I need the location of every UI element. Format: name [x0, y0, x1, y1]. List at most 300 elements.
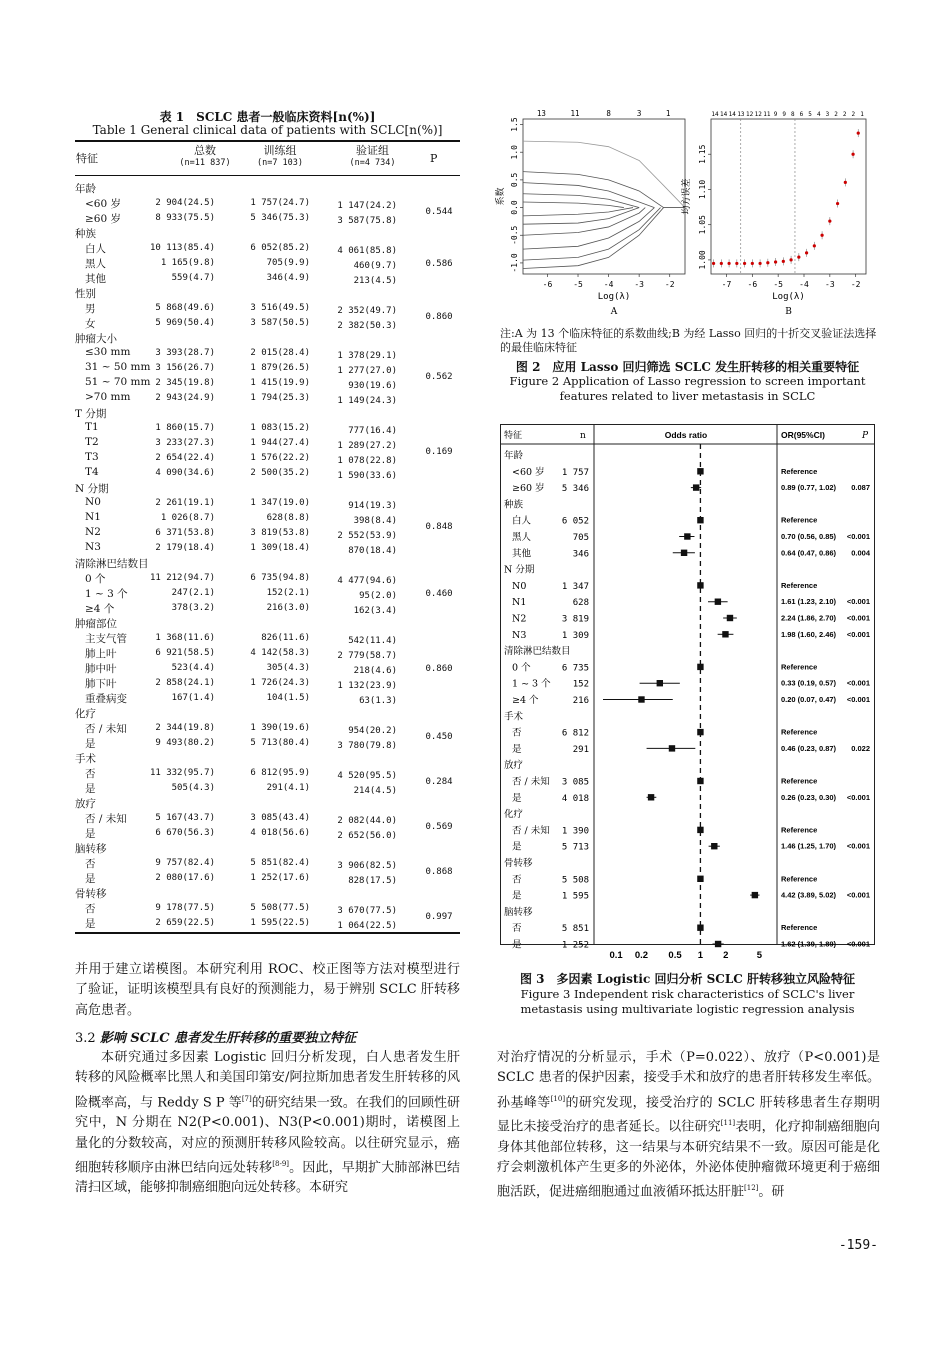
mse-point [828, 220, 831, 223]
table1-cell-valid: 1 277(27.0) [337, 366, 397, 376]
table1-cell-valid: 1 078(22.8) [337, 456, 397, 466]
forest-row-label: N3 [512, 629, 527, 641]
top-tick-label: 13 [737, 111, 745, 118]
forest-p-value: <0.001 [846, 629, 870, 639]
forest-point [697, 468, 703, 474]
forest-or-ci-text: 1.62 (1.39, 1.89) [781, 939, 837, 949]
top-tick-label: 12 [754, 111, 762, 118]
forest-point [697, 925, 703, 931]
table1-cell-train: 1 347(19.0) [250, 498, 310, 508]
forest-header-n: n [580, 431, 586, 441]
table1-p-value: 0.460 [425, 589, 453, 599]
table1-cell-valid: 542(11.4) [348, 636, 397, 646]
y-tick-label: 1.5 [510, 117, 519, 132]
forest-or-ci-text: 0.33 (0.19, 0.57) [781, 678, 837, 688]
table1-cell-train: 104(1.5) [266, 693, 310, 703]
top-tick-label: 2 [842, 111, 847, 118]
citation-8-9[interactable]: [8-9] [272, 1159, 290, 1168]
table1-header-total [170, 144, 240, 170]
table1-group-row [75, 181, 460, 196]
top-tick-label: 6 [799, 111, 804, 118]
table1-cell-valid: 1 590(33.6) [337, 471, 397, 481]
table1-row-label: 男 [85, 303, 96, 315]
table1-cell-total: 2 345(19.8) [155, 378, 215, 388]
top-tick-label: 8 [791, 111, 795, 118]
forest-row-n: 3 085 [561, 777, 589, 788]
y-tick-label: 1.10 [698, 179, 707, 200]
forest-x-tick-label: 0.5 [668, 950, 682, 961]
forest-p-value: <0.001 [846, 532, 870, 541]
table1-row-label: ≥4 个 [85, 603, 115, 615]
table1-cell-valid: 218(4.6) [353, 666, 397, 676]
forest-point [715, 599, 721, 605]
forest-p-value: <0.001 [846, 841, 870, 851]
forest-point [638, 696, 644, 702]
table1-p-value: 0.586 [425, 259, 453, 269]
forest-p-value: <0.001 [846, 695, 870, 704]
forest-point [648, 794, 654, 800]
x-tick-label: -2 [850, 280, 861, 289]
citation-11[interactable]: [11] [720, 1119, 736, 1128]
mse-point [851, 153, 854, 156]
table1-row-label: 肺下叶 [85, 678, 117, 690]
table1-cell-train: 3 085(43.4) [250, 813, 310, 823]
coefficient-path [523, 141, 685, 207]
table1-cell-valid: 1 378(29.1) [337, 351, 397, 361]
table1-cell-total: 9 493(80.2) [155, 738, 215, 748]
x-tick-label: -7 [721, 280, 732, 289]
y-tick-label: 1.05 [698, 215, 707, 235]
table1-cell-train: 1 595(22.5) [250, 918, 310, 928]
table1-cell-total: 9 178(77.5) [155, 903, 215, 913]
table1-cell-valid: 2 382(50.3) [337, 321, 397, 331]
table1-cell-train: 1 794(25.3) [250, 393, 310, 403]
table1-row-label: 是 [85, 873, 96, 885]
table1-cell-total: 5 969(50.4) [155, 318, 215, 328]
table1-cell-total: 4 090(34.6) [155, 468, 215, 478]
table1-row [75, 316, 460, 331]
forest-row-label: 是 [512, 890, 522, 902]
table1-cell-valid: 2 082(44.0) [337, 816, 397, 826]
forest-or-ci-text: 2.24 (1.86, 2.70) [781, 613, 837, 623]
table1-row [75, 241, 460, 256]
forest-group-label: 手术 [504, 711, 524, 723]
table1-row [75, 391, 460, 406]
table1-cell-total: 1 165(9.8) [160, 258, 215, 268]
table1-p-value: 0.569 [425, 821, 453, 832]
forest-row-n: 705 [572, 533, 589, 543]
table1-cell-train: 4 142(58.3) [250, 648, 310, 658]
table1-row-label: 肺上叶 [85, 648, 117, 660]
forest-or-ci-text: Reference [781, 580, 818, 590]
table1-cell-total: 11 212(94.7) [149, 573, 215, 583]
table1-row [75, 676, 460, 691]
table1-row-label: 是 [85, 783, 96, 795]
table1-row-label: 性别 [75, 288, 96, 300]
table1-p-value: 0.562 [425, 371, 453, 382]
forest-point [693, 484, 699, 490]
y-tick-label: 1.0 [510, 144, 519, 160]
table1-row-label: 否 / 未知 [85, 723, 127, 735]
forest-or-ci-text: Reference [781, 923, 818, 933]
table1-cell-valid: 870(18.4) [348, 546, 397, 556]
table1-row-label: 种族 [75, 228, 96, 240]
table1-cell-train: 3 516(49.5) [250, 303, 310, 313]
figure2-plots [495, 105, 880, 325]
table1-row [75, 466, 460, 481]
figure3-caption-cn: 图 3 多因素 Logistic 回归分析 SCLC 肝转移独立风险特征 [520, 972, 855, 986]
coefficient-path [523, 202, 624, 208]
forest-p-value: <0.001 [846, 890, 870, 900]
table1-row-label: 重叠病变 [85, 693, 127, 705]
mse-point [797, 255, 800, 258]
x-tick-label: -2 [664, 280, 675, 289]
x-axis-label: Log(λ) [772, 292, 805, 302]
table1-row-label: 其他 [85, 273, 106, 285]
forest-row-n: 1 390 [561, 826, 589, 837]
forest-group-label: 年龄 [504, 450, 524, 462]
forest-or-ci-text: 0.70 (0.56, 0.85) [781, 532, 837, 541]
figure2-caption-cn: 图 2 应用 Lasso 回归筛选 SCLC 发生肝转移的相关重要特征 [515, 360, 860, 374]
forest-p-value: <0.001 [846, 613, 870, 623]
table1-row-label: 是 [85, 918, 96, 930]
x-tick-label: -3 [634, 280, 644, 289]
mse-point [743, 262, 746, 265]
table1-cell-train: 6 735(94.8) [250, 573, 310, 583]
citation-12[interactable]: [12] [744, 1184, 759, 1193]
table1-row-label: N3 [85, 541, 101, 553]
forest-or-ci-text: 4.42 (3.89, 5.02) [781, 890, 837, 900]
forest-x-tick-label: 5 [756, 950, 763, 961]
table1-cell-train: 1 252(17.6) [250, 873, 310, 883]
mse-point [758, 262, 761, 265]
table1-cell-total: 1 026(8.7) [160, 513, 215, 523]
forest-group-label: 种族 [504, 499, 524, 511]
mse-point [774, 260, 777, 263]
table1-cell-total: 5 868(49.6) [155, 303, 215, 313]
forest-point [697, 729, 703, 735]
table1-row-label: 31 ~ 50 mm [85, 361, 151, 373]
top-tick-label: 5 [808, 111, 812, 118]
table1-p-value: 0.450 [425, 731, 453, 742]
section-number: 3.2 [75, 1031, 96, 1046]
table1-row-label: T4 [85, 466, 99, 478]
y-tick-label: -0.5 [510, 225, 519, 245]
mse-point [720, 262, 723, 265]
table1-row-label: 51 ~ 70 mm [85, 376, 151, 388]
table1-row [75, 871, 460, 886]
forest-row-label: N1 [512, 597, 527, 609]
table1-cell-train: 5 713(80.4) [250, 738, 310, 748]
right-paragraph-b: 的研究发现，接受治疗的 SCLC 肝转移患者生存期明显比未接受治疗的患者延长。以往研究 [497, 1094, 880, 1135]
figure2-note: 注:A 为 13 个临床特征的系数曲线;B 为经 Lasso 回归的十折交叉验证法选择的最佳临床特征 [500, 327, 877, 354]
table1-row [75, 766, 460, 781]
table1-row-label: >70 mm [85, 391, 131, 403]
table1-row [75, 631, 460, 646]
table1-cell-total: 2 261(19.1) [155, 498, 215, 508]
table1-cell-total: 6 670(56.3) [155, 828, 215, 838]
table1-row-label: 脑转移 [75, 843, 107, 855]
table1-cell-train: 2 015(28.4) [250, 348, 310, 358]
forest-row-n: 1 252 [561, 940, 589, 951]
forest-point [697, 827, 703, 833]
forest-row-n: 628 [572, 598, 589, 609]
table1-cell-total: 3 393(28.7) [155, 348, 215, 358]
table1-header-total-n: (n=11 837) [179, 158, 231, 168]
top-tick-label: 11 [763, 111, 771, 118]
forest-row-label: ≥4 个 [512, 695, 539, 706]
table1-header-total-label: 总数 [194, 144, 216, 157]
table1-p-value: 0.284 [425, 776, 453, 787]
table1-row [75, 811, 460, 826]
forest-row-n: 216 [572, 696, 589, 706]
top-tick-label: 2 [851, 111, 856, 118]
forest-p-value: 0.087 [851, 483, 870, 493]
top-tick-label: 2 [834, 111, 838, 118]
table1-row [75, 856, 460, 871]
table1-cell-train: 1 309(18.4) [250, 543, 310, 553]
table1-row-label: 年龄 [75, 183, 96, 195]
table1-row [75, 586, 460, 601]
table1-cell-valid: 1 064(22.5) [337, 921, 397, 931]
table1-cell-valid: 460(9.7) [353, 261, 397, 271]
table1-p-value: 0.997 [425, 911, 453, 922]
top-tick-label: 1 [665, 109, 671, 118]
forest-p-value: <0.001 [846, 939, 870, 949]
table1-cell-total: 2 179(18.4) [155, 543, 215, 553]
section-heading [75, 1027, 356, 1046]
forest-row-n: 6 735 [561, 663, 589, 674]
table1-header-feature: 特征 [76, 152, 98, 165]
forest-row-label: N0 [512, 580, 527, 592]
table1-row-label: ≥60 岁 [85, 213, 121, 225]
table1-group-row [75, 751, 460, 766]
y-tick-label: 0.0 [510, 200, 519, 215]
forest-or-ci-text: 0.89 (0.77, 1.02) [781, 483, 837, 493]
table1-cell-train: 5 508(77.5) [250, 903, 310, 913]
mse-point [805, 251, 808, 254]
forest-p-value: <0.001 [846, 792, 870, 802]
table1-row-label: T2 [85, 436, 99, 448]
forest-row-n: 3 819 [561, 614, 589, 625]
table1-group-row [75, 616, 460, 631]
table1-row-label: T 分期 [75, 408, 107, 420]
forest-row-label: 否 / 未知 [512, 825, 550, 837]
table1-row [75, 721, 460, 736]
forest-row-n: 6 812 [561, 728, 589, 739]
coefficient-path [523, 208, 639, 225]
table1-cell-valid: 954(20.2) [348, 726, 397, 736]
forest-row-n: 291 [572, 744, 589, 755]
table1-cell-total: 167(1.4) [171, 693, 215, 703]
top-tick-label: 3 [825, 111, 830, 118]
forest-point [697, 778, 703, 784]
top-tick-label: 1 [860, 111, 864, 118]
mse-point [712, 262, 715, 265]
table1-cell-total: 11 332(95.7) [149, 768, 215, 778]
table1-cell-total: 2 654(22.4) [155, 453, 215, 463]
table1-cell-total: 2 943(24.9) [155, 393, 215, 403]
lasso-coefficient-panel [495, 109, 685, 317]
table1-row [75, 736, 460, 751]
y-axis-label: 系数 [496, 187, 506, 206]
table1-group-row [75, 406, 460, 421]
table1-cell-total: 2 659(22.5) [155, 918, 215, 928]
table1-cell-total: 2 904(24.5) [155, 198, 215, 208]
table1-header-valid-label: 验证组 [356, 144, 389, 157]
forest-or-ci-text: 0.46 (0.23, 0.87) [781, 743, 837, 753]
forest-row-n: 1 757 [561, 467, 589, 478]
table1-row [75, 496, 460, 511]
forest-row-n: 1 309 [561, 630, 589, 641]
mse-point [857, 131, 860, 134]
forest-point [727, 615, 733, 621]
forest-row-label: 否 [512, 727, 522, 739]
table1-cell-valid: 2 779(58.7) [337, 651, 397, 661]
top-tick-label: 4 [816, 111, 821, 118]
table1-row-label: 0 个 [85, 573, 106, 585]
top-tick-label: 14 [728, 111, 736, 118]
table1-row-label: N 分期 [75, 483, 109, 495]
table1-cell-train: 1 757(24.7) [250, 198, 310, 208]
table1-cell-train: 1 944(27.4) [250, 438, 310, 448]
forest-row-label: 黑人 [512, 532, 532, 543]
citation-7[interactable]: [7] [241, 1094, 252, 1103]
table1-row-label: N0 [85, 496, 101, 508]
table1-top-rule [75, 140, 460, 142]
table1-row-label: 手术 [75, 753, 96, 765]
table1-row [75, 196, 460, 211]
table1-group-row [75, 481, 460, 496]
table1-cell-valid: 828(17.5) [348, 876, 397, 886]
x-tick-label: -3 [825, 280, 835, 289]
table1-cell-valid: 3 780(79.8) [337, 741, 397, 751]
forest-plot [500, 424, 875, 964]
table1-cell-train: 1 415(19.9) [250, 378, 310, 388]
table1-cell-total: 247(2.1) [171, 588, 215, 598]
table1-cell-valid: 2 552(53.9) [337, 531, 397, 541]
forest-or-ci-text: 1.61 (1.23, 2.10) [781, 597, 837, 607]
table1-cell-valid: 1 132(23.9) [337, 681, 397, 691]
table1-header-train [245, 144, 315, 170]
table1-row-label: 放疗 [75, 798, 96, 810]
citation-10[interactable]: [10] [550, 1094, 566, 1103]
left-paragraph-2-c: 。因此，早期扩大肺部淋巴结清扫区域，能够抑制癌细胞向远处转移。本研究 [75, 1160, 460, 1196]
table1-cell-valid: 63(1.3) [359, 696, 397, 706]
table1-cell-total: 6 921(58.5) [155, 648, 215, 658]
y-tick-label: 0.5 [510, 172, 519, 188]
panel-b-frame [711, 119, 866, 274]
panel-label-a: A [610, 307, 618, 317]
forest-x-tick-label: 0.2 [634, 950, 649, 961]
forest-point [752, 892, 758, 898]
table1-cell-train: 216(3.0) [266, 603, 310, 613]
table1-row [75, 661, 460, 676]
forest-row-label: 是 [512, 939, 522, 951]
forest-group-label: 化疗 [504, 809, 524, 821]
table1-group-row [75, 556, 460, 571]
right-paragraph [497, 1048, 880, 1203]
forest-group-label: 放疗 [504, 760, 524, 772]
forest-header-ci: OR(95%CI) [781, 430, 825, 440]
forest-group-label: 脑转移 [504, 906, 533, 918]
forest-header-feature: 特征 [504, 431, 523, 441]
left-paragraph-2-b: 的研究结果一致。在我们的回顾性研究中，N 分期在 N2(P<0.001)、N3(P<0.001)期时，诺模图上量化的分数较高，对应的预测肝转移风险较高。以往研究显示，癌细胞转移顺序由淋巴结向远处转移 [75, 1094, 460, 1176]
section-title: 影响 SCLC 患者发生肝转移的重要独立特征 [99, 1031, 357, 1046]
table1-cell-total: 505(4.3) [171, 783, 215, 793]
forest-group-label: 骨转移 [504, 858, 533, 869]
table1-header-p: P [430, 152, 438, 165]
forest-row-label: <60 岁 [512, 466, 545, 478]
table1-cell-valid: 1 147(24.2) [337, 201, 397, 211]
table1-cell-train: 628(8.8) [266, 513, 310, 523]
right-paragraph-c: 表明，化疗抑制癌细胞向身体其他部位转移，这一结果与本研究结果不一致。原因可能是化疗会刺激机体产生更多的外泌体，外泌体使肿瘤微环境更利于癌细胞活跃，促进癌细胞通过血液循环抵达肝脏 [497, 1119, 880, 1200]
table1-p-value: 0.169 [425, 446, 453, 457]
table1-header-train-n: (n=7 103) [256, 158, 304, 168]
x-tick-label: -6 [542, 280, 553, 289]
forest-point [697, 582, 703, 588]
table1-row [75, 601, 460, 616]
mse-point [766, 261, 769, 264]
forest-point [722, 631, 728, 637]
forest-row-label: ≥60 岁 [512, 483, 545, 495]
mse-point [735, 262, 738, 265]
table1-cell-valid: 95(2.0) [359, 591, 397, 601]
table1-cell-total: 1 860(15.7) [155, 423, 215, 433]
mse-point [836, 202, 839, 205]
forest-p-value: 0.022 [851, 743, 870, 753]
forest-or-ci-text: Reference [781, 727, 818, 737]
y-tick-label: -1.0 [510, 253, 519, 273]
mse-point [820, 234, 823, 237]
table1-row [75, 901, 460, 916]
top-tick-label: 3 [636, 109, 642, 118]
table1-cell-train: 4 018(56.6) [250, 828, 310, 838]
cross-validation-panel [680, 111, 866, 317]
x-tick-label: -4 [603, 280, 614, 289]
table1-header-valid-n: (n=4 734) [349, 158, 396, 168]
table1-cell-train: 1 879(26.5) [250, 363, 310, 373]
y-tick-label: 1.15 [698, 144, 707, 164]
table1-row [75, 571, 460, 586]
table1-row-label: 否 [85, 768, 96, 780]
table1-row [75, 826, 460, 841]
y-tick-label: 1.00 [698, 250, 707, 270]
table1-group-row [75, 331, 460, 346]
table1-group-row [75, 226, 460, 241]
table1-p-value: 0.868 [425, 866, 453, 877]
table1-cell-valid: 2 352(49.7) [337, 306, 397, 316]
top-tick-label: 11 [570, 109, 580, 118]
table1-row [75, 346, 460, 361]
forest-p-value: <0.001 [846, 678, 870, 688]
table1-row-label: 清除淋巴结数目 [75, 558, 149, 570]
table1-cell-train: 6 812(95.9) [250, 768, 310, 778]
table1-cell-total: 2 080(17.6) [155, 873, 215, 883]
forest-row-n: 5 346 [561, 484, 589, 495]
forest-or-ci-text: Reference [781, 515, 818, 525]
top-tick-label: 14 [711, 111, 719, 118]
panel-label-b: B [785, 307, 792, 317]
forest-or-ci-text: Reference [781, 466, 818, 476]
forest-or-ci-text: Reference [781, 776, 818, 786]
table1-row-label: T3 [85, 451, 99, 463]
forest-row-label: 其他 [512, 548, 532, 560]
forest-group-label: 清除淋巴结数目 [504, 646, 571, 658]
figure2-caption-en: Figure 2 Application of Lasso regression to screen important features related to liver metastasis in SCLC [509, 374, 866, 403]
x-tick-label: -4 [799, 280, 809, 289]
table1-group-row [75, 286, 460, 301]
